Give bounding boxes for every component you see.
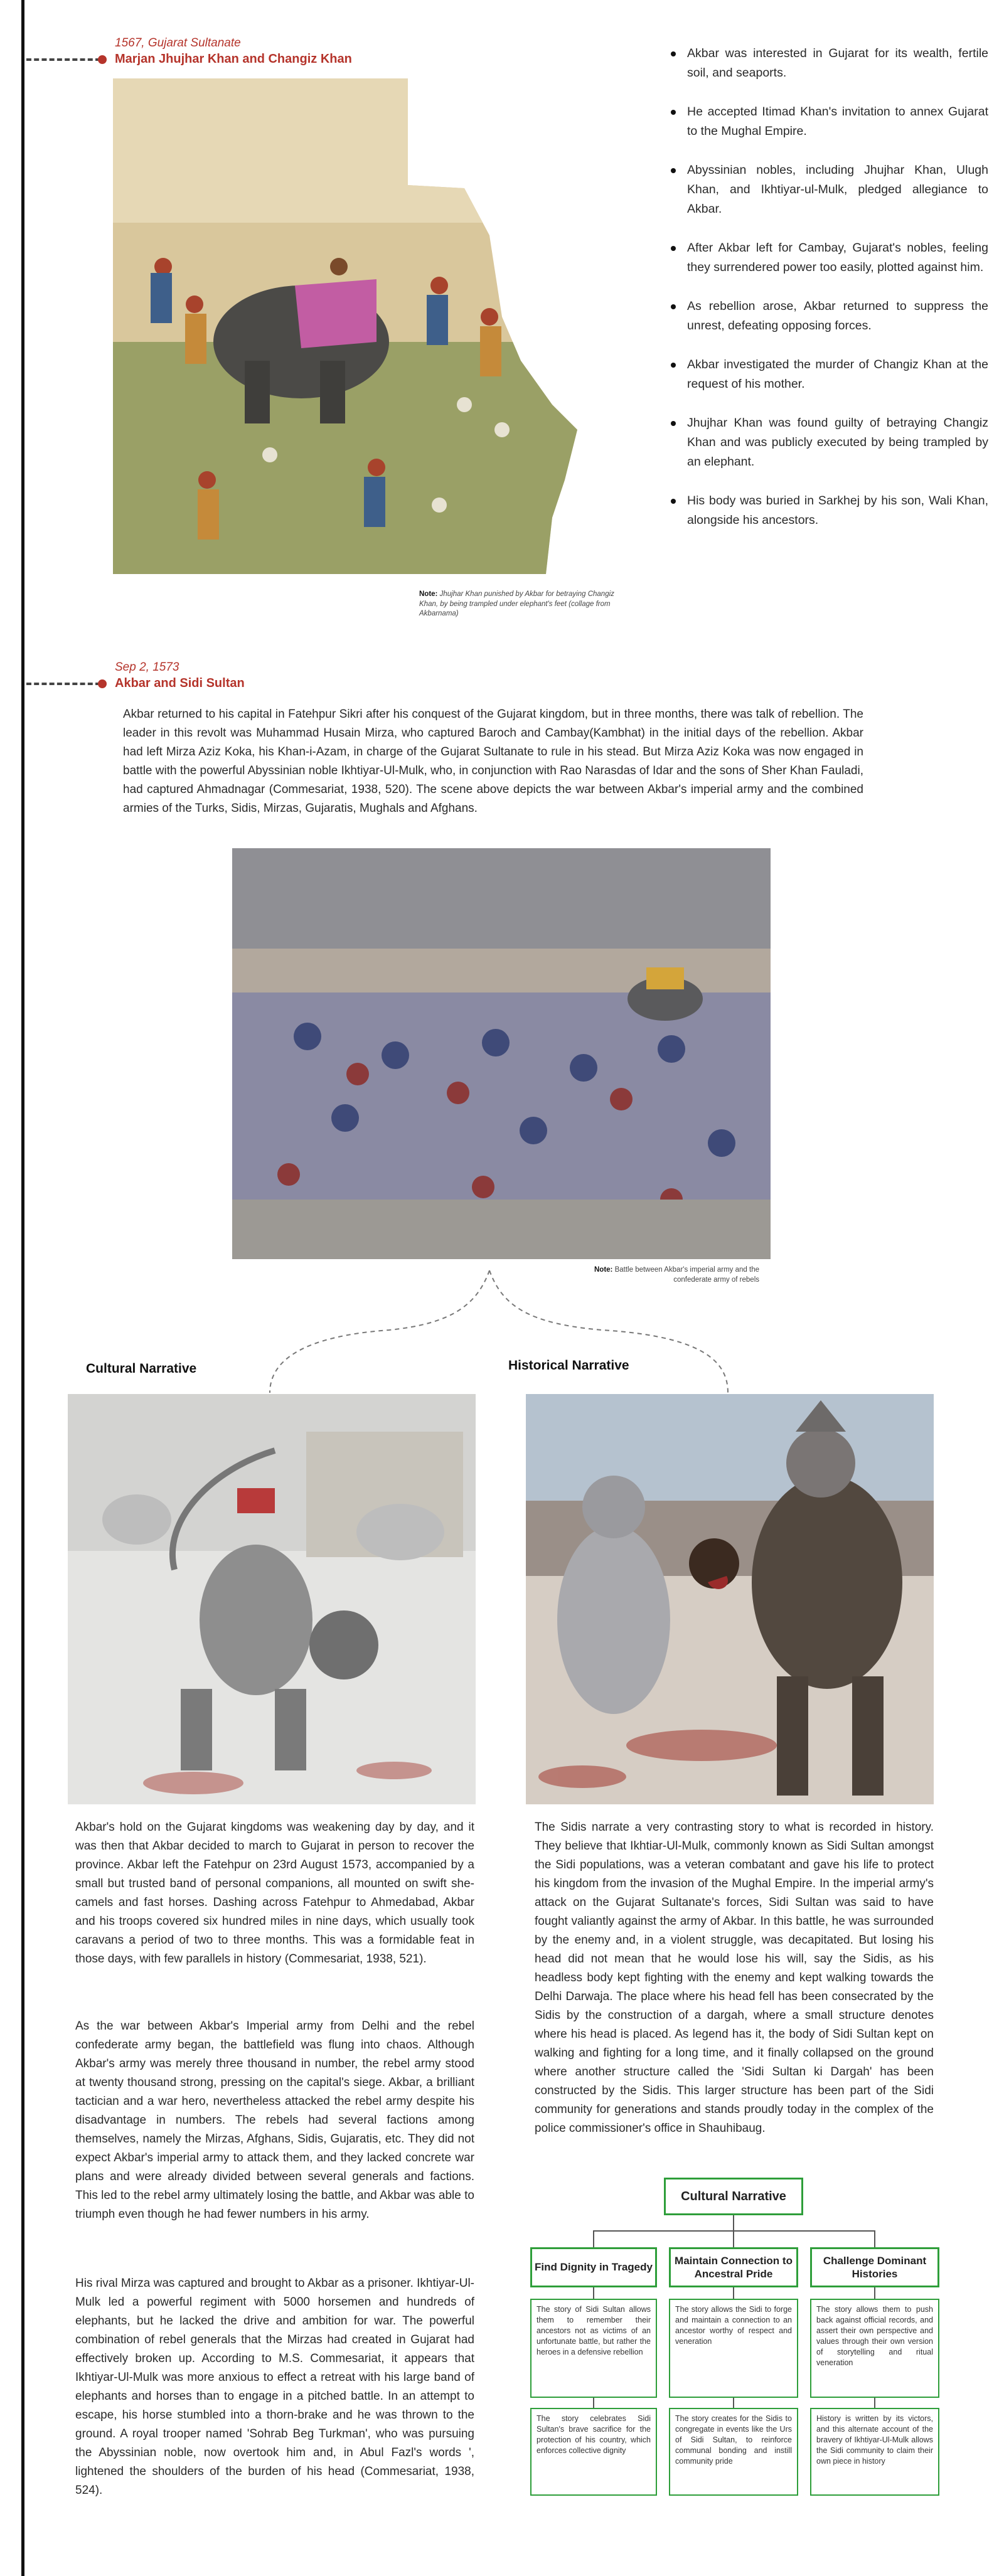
flowchart-column-title: Maintain Connection to Ancestral Pride xyxy=(669,2247,798,2287)
flowchart-text: The story of Sidi Sultan allows them to remember their ancestors not as victims of an unfortunate battle, but rather the heroes in a defensive rebellion xyxy=(530,2299,657,2398)
flowchart-text: The story creates for the Sidis to congregate in events like the Urs of Sidi Sultan, to reinforce communal bonding and instill community pride xyxy=(669,2408,798,2496)
list-item: Akbar was interested in Gujarat for its wealth, fertile soil, and seaports. xyxy=(668,44,988,83)
event-title: Marjan Jhujhar Khan and Changiz Khan xyxy=(115,52,352,66)
cultural-narrative-heading: Cultural Narrative xyxy=(86,1361,197,1376)
flowchart-connector xyxy=(874,2287,875,2299)
list-item: He accepted Itimad Khan's invitation to annex Gujarat to the Mughal Empire. xyxy=(668,102,988,141)
flowchart-connector xyxy=(733,2287,734,2299)
flowchart-connector xyxy=(593,2287,594,2299)
cultural-paragraph: Akbar's hold on the Gujarat kingdoms was weakening day by day, and it was then that Akbar decided to march to Gujarat in person to recover the province. Akbar left the Fatehpur on 23rd August 1573, accompanied by a small but trusted band of personal companions, all mounted on swift she-camels and fast horses. Dashing across Fatehpur to Ahmedabad, Akbar and his troops covered six hundred miles in nine days, which usually took caravans a period of two to three months. This was a formidable feat in those days, with few parallels in history (Commesariat, 1938, 521). xyxy=(75,1821,474,1966)
event-title: Akbar and Sidi Sultan xyxy=(115,676,245,690)
flowchart-connector xyxy=(593,2230,875,2232)
flowchart-connector xyxy=(593,2398,594,2408)
flowchart-text: History is written by its victors, and this alternate account of the bravery of Ikhtiyar-Ul-Mulk allows the Sidi community to claim their own piece in history xyxy=(810,2408,939,2496)
intro-paragraph: Akbar returned to his capital in Fatehpur Sikri after his conquest of the Gujarat kingdom, but in three months, there was talk of rebellion. The leader in this revolt was Muhammad Husain Mirza, who captured Baroch and Cambay(Kambhat) in the initial days of the rebellion. Akbar had left Mirza Aziz Koka, his Khan-i-Azam, in charge of the Gujarat Sultanate to rule in his stead. But Mirza Aziz Koka was now engaged in battle with the powerful Abyssinian noble Ikhtiyar-Ul-Mulk, who, in conjunction with Rao Narasdas of Idar and the sons of Sher Khan Fauladi, had captured Ahmadnagar (Commesariat, 1938, 520). The scene above depicts the war between Akbar's imperial army and the combined armies of the Turks, Sidis, Mirzas, Gujaratis, Mughals and Afghans. xyxy=(123,708,863,815)
flowchart-text: The story allows the Sidi to forge and maintain a connection to an ancestor worthy of respect and veneration xyxy=(669,2299,798,2398)
flowchart-connector xyxy=(733,2215,734,2230)
timeline-marker xyxy=(98,679,107,688)
timeline-connector xyxy=(26,683,100,685)
list-item: Akbar investigated the murder of Changiz Khan at the request of his mother. xyxy=(668,355,988,394)
flowchart-column-title: Find Dignity in Tragedy xyxy=(530,2247,657,2287)
list-item: Jhujhar Khan was found guilty of betraying Changiz Khan and was publicly executed by being trampled by an elephant. xyxy=(668,413,988,472)
cultural-paragraph: His rival Mirza was captured and brought to Akbar as a prisoner. Ikhtiyar-Ul-Mulk led a powerful regiment with 5000 horsemen and hundreds of elephants, but he lacked the drive and ambition for war. The powerful combination of rebel generals that the Mirzas had created in Gujarat had effectively broken up. According to M.S. Commesariat, it appears that Ikhtiyar-Ul-Mulk was more anxious to effect a retreat with his large band of elephants and horses than to engage in a pitched battle. In an attempt to escape, his horse stumbled into a thorn-brake and he was thrown to the ground. A royal trooper named 'Sohrab Beg Turkman', who was pursuing the Abyssinian noble, now overtook him and, in Abul Fazl's words ', lightened the shoulders of the burden of his head (Commesariat, 1938, 524). xyxy=(75,2277,474,2497)
flowchart-root: Cultural Narrative xyxy=(664,2178,803,2215)
image-note: Note: Battle between Akbar's imperial army and the confederate army of rebels xyxy=(594,1266,759,1284)
event-date: 1567, Gujarat Sultanate xyxy=(115,36,241,50)
list-item: As rebellion arose, Akbar returned to suppress the unrest, defeating opposing forces. xyxy=(668,297,988,336)
timeline-connector xyxy=(26,58,100,61)
flowchart-connector xyxy=(733,2398,734,2408)
battle-painting xyxy=(232,848,771,1259)
narrative-split-connector xyxy=(264,1267,740,1399)
event-date: Sep 2, 1573 xyxy=(115,661,179,674)
list-item: Abyssinian nobles, including Jhujhar Khan, Ulugh Khan, and Ikhtiyar-ul-Mulk, pledged allegiance to Akbar. xyxy=(668,161,988,219)
flowchart-connector xyxy=(874,2398,875,2408)
cultural-paragraph: As the war between Akbar's Imperial army from Delhi and the rebel confederate army began, the battlefield was flung into chaos. Although Akbar's army was merely three thousand in number, the rebel army stood at twenty thousand strong, pressing on the capital's siege. Akbar, a brilliant tactician and a war hero, nevertheless attacked the rebel army despite his disadvantage in numbers. The rebels had several factions among themselves, namely the Mirzas, Afghans, Sidis, Gujaratis, etc. They did not expect Akbar's imperial army to attack them, and they lacked concrete war plans and were already divided between several generals and factions. This led to the rebel army ultimately losing the battle, and Akbar was able to triumph even though he had fewer numbers in his army. xyxy=(75,2020,474,2221)
historical-paragraph: The Sidis narrate a very contrasting story to what is recorded in history. They believe that Ikhtiar-Ul-Mulk, commonly known as Sidi Sultan amongst the Sidi populations, was a veteran combatant and gave his life to protect his kingdom from the invasion of the Mughal Empire. In the imperial army's attack on the Gujarat Sultanate's forces, Sidi Sultan was said to have fought valiantly against the army of Akbar. In this battle, he was surrounded by the enemy and, in a violent struggle, was decapitated. But losing his head did not mean that he would lose his will, say the Sidis, as his headless body kept fighting with the enemy and kept walking towards the Delhi Darwaja. The place where his head fell has been consecrated by the Sidis by the construction of a dargah, where a small structure denotes where his head is placed. As legend has it, the body of Sidi Sultan kept on walking and fighting for a long time, and it finally collapsed on the ground where another structure called the 'Sidi Sultan ki Dargah' has been constructed by the Sidis. This larger structure has been part of the Sidi community for generations and stands proudly today in the complex of the police commissioner's office in Shauhibaug. xyxy=(535,1821,934,2135)
list-item: After Akbar left for Cambay, Gujarat's nobles, feeling they surrendered power too easily, plotted against him. xyxy=(668,238,988,277)
flowchart-column-title: Challenge Dominant Histories xyxy=(810,2247,939,2287)
list-item: His body was buried in Sarkhej by his son, Wali Khan, alongside his ancestors. xyxy=(668,491,988,530)
sidi-sultan-illustration xyxy=(526,1394,934,1804)
event-bullet-list xyxy=(668,44,988,550)
flowchart-connector xyxy=(874,2230,875,2247)
timeline-line xyxy=(21,0,24,2576)
flowchart-connector xyxy=(593,2230,594,2247)
historical-narrative-heading: Historical Narrative xyxy=(508,1358,629,1373)
flowchart-connector xyxy=(733,2230,734,2247)
flowchart-text: The story celebrates Sidi Sultan's brave sacrifice for the protection of his country, which enforces collective dignity xyxy=(530,2408,657,2496)
akbarnama-painting xyxy=(113,78,660,582)
timeline-marker xyxy=(98,55,107,64)
flowchart-text: The story allows them to push back against official records, and assert their own perspective and values through their own version of storytelling and ritual veneration xyxy=(810,2299,939,2398)
image-note: Note: Jhujhar Khan punished by Akbar for betraying Changiz Khan, by being trampled under elephant's feet (collage from Akbarnama) xyxy=(419,590,614,618)
headless-warrior-illustration xyxy=(68,1394,476,1804)
